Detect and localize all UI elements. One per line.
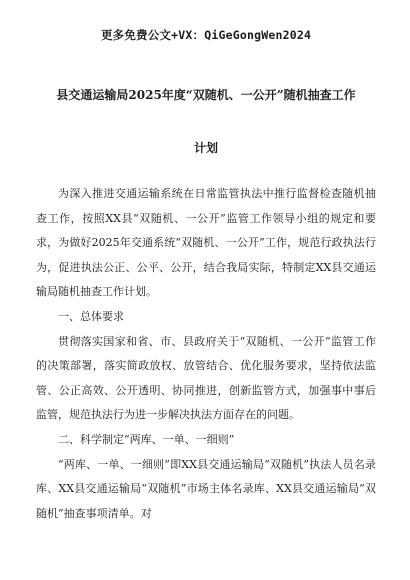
general-requirements-paragraph: 贯彻落实国家和省、市、县政府关于“双随机、一公开”监管工作的决策部署，落实简政放权、放管结合、优化服务要求，坚持依法监管、公正高效、公开透明、协同推进，创新监管方式，加强事中事后监管，规范执法行为进一步解决执法方面存在的问题。 (36, 334, 376, 422)
intro-paragraph: 为深入推进交通运输系统在日常监管执法中推行监督检查随机抽查工作，按照XX县“双随机、一公开”监管工作领导小组的规定和要求，为做好2025年交通系统“双随机、一公开”工作，规范行政执法行为，促进执法公正、公平、公开，结合我局实际，特制定XX县交通运输局随机抽查工作计划。 (36, 187, 376, 299)
document-title-continued: 计划 (193, 141, 218, 155)
section-heading-two-libraries: 二、科学制定“两库、一单、一细则” (58, 432, 235, 446)
two-libraries-paragraph: “两库、一单、一细则”即XX县交通运输局“双随机”执法人员名录库、XX县交通运输局“双随机”市场主体名录库、XX县交通运输局“双随机”抽查事项清单。对 (36, 457, 376, 520)
section-heading-general-requirements: 一、总体要求 (58, 309, 124, 323)
document-title: 县交通运输局2025年度“双随机、一公开”随机抽查工作 (56, 88, 356, 102)
document-body (36, 182, 376, 526)
header-watermark-line: 更多免费公文+VX：QiGeGongWen2024 (100, 28, 312, 42)
